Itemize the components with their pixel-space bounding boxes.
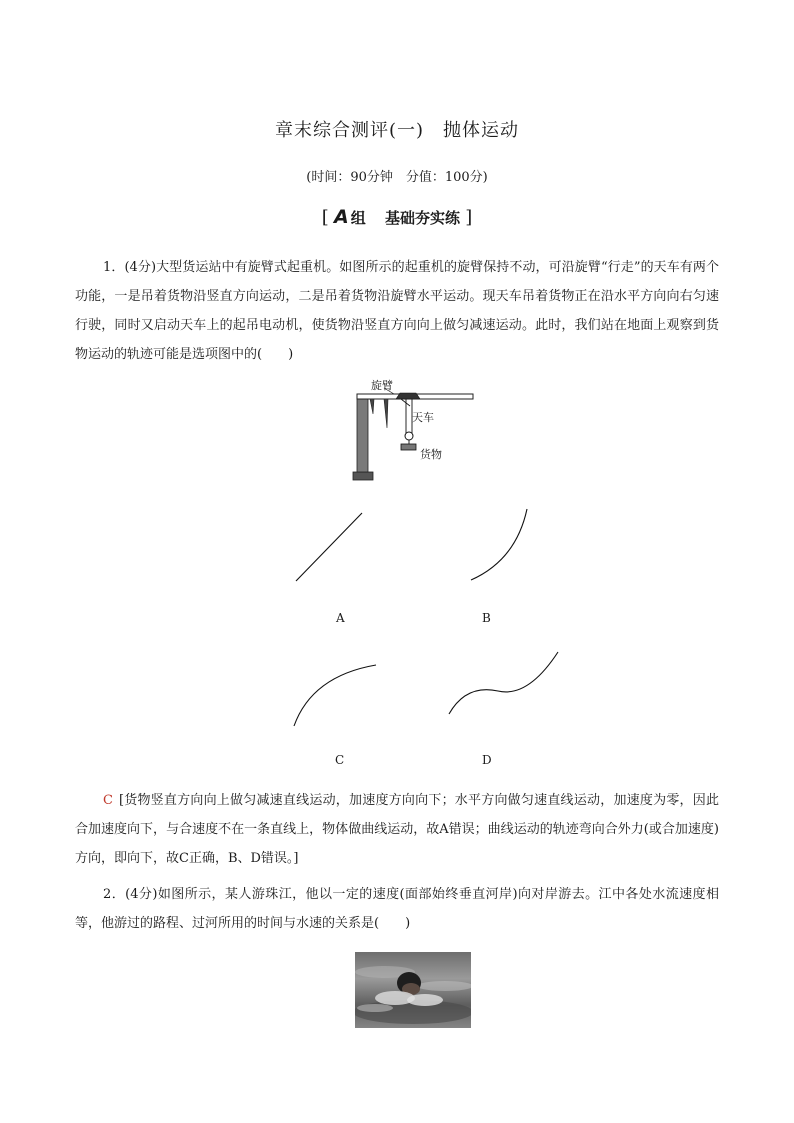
pulley [405, 432, 413, 440]
group-letter: A [334, 206, 349, 228]
question-1 [75, 253, 719, 369]
trolley-label: 天车 [412, 411, 434, 424]
option-a-label: A [336, 611, 345, 625]
question-2 [75, 880, 719, 938]
answer-1-letter: C [103, 793, 113, 808]
cargo-label: 货物 [420, 448, 442, 461]
crane-arm-label: 旋臂 [371, 379, 393, 392]
group-label: 基础夯实练 [384, 209, 460, 227]
crane-figure [344, 376, 484, 486]
crane-base [353, 472, 373, 480]
option-a-curve [292, 508, 372, 588]
answer-1-text: [货物竖直方向向上做匀减速直线运动，加速度方向向下；水平方向做匀速直线运动，加速度为零，因此合加速度向下，与合速度不在一条直线上，物体做曲线运动，故A错误；曲线运动的轨迹弯向合外力(或合加速度)方向，即向下，故C正确，B、D错误。] [75, 793, 719, 866]
crane-mast [357, 396, 368, 472]
option-c-curve [290, 662, 380, 732]
crane-brace [384, 399, 388, 428]
question-1-text: 1．(4分)大型货运站中有旋臂式起重机。如图所示的起重机的旋臂保持不动，可沿旋臂“行走”的天车有两个功能，一是吊着货物沿竖直方向运动，二是吊着货物沿旋臂水平运动。现天车吊着货物正在沿水平方向向右匀速行驶，同时又启动天车上的起吊电动机，使货物沿竖直方向向上做匀减速运动。此时，我们站在地面上观察到货物运动的轨迹可能是选项图中的( ) [75, 260, 719, 362]
swimmer-illustration [355, 952, 471, 1028]
question-2-text: 2．(4分)如图所示，某人游珠江，他以一定的速度(面部始终垂直河岸)向对岸游去。江中各处水流速度相等，他游过的路程、过河所用的时间与水速的关系是( ) [75, 887, 719, 931]
cargo-box [401, 444, 416, 450]
answer-1 [75, 786, 719, 873]
option-b-curve [468, 506, 538, 586]
exam-subtitle: (时间：90分钟 分值：100分) [306, 170, 488, 185]
trolley-leader-line [401, 399, 410, 406]
swimmer-photo [355, 952, 471, 1028]
group-bracket-close: ] [465, 207, 473, 228]
option-c-label: C [335, 753, 345, 767]
trolley [396, 393, 420, 399]
option-d-label: D [482, 753, 492, 767]
option-d-curve [446, 650, 566, 720]
group-bracket-open: [ [321, 207, 329, 228]
group-header [0, 206, 794, 228]
crane-brace-small [370, 399, 374, 414]
group-name: 组 [350, 209, 366, 227]
page-title: 章末综合测评(一) 抛体运动 [274, 120, 520, 141]
option-b-label: B [482, 611, 491, 625]
